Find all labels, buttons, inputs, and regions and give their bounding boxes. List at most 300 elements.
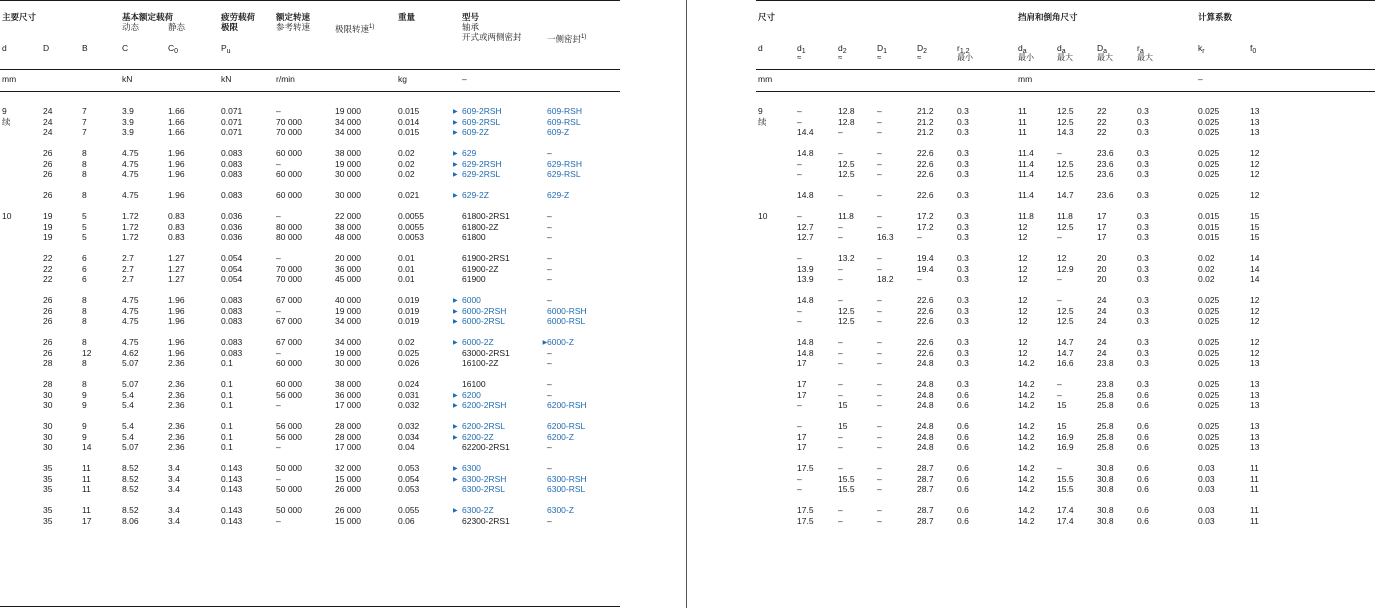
cell-kr: 0.03 xyxy=(1198,515,1215,526)
designation-link[interactable]: 629 xyxy=(462,148,477,158)
cell-Da-max: 23.6 xyxy=(1097,148,1114,158)
table-row xyxy=(756,274,1375,285)
cell-da-min: 11.4 xyxy=(1018,148,1034,158)
cell-D1: – xyxy=(877,431,882,442)
cell-mass: 0.0055 xyxy=(398,211,424,221)
table-row xyxy=(0,390,620,401)
cell-mass: 0.015 xyxy=(398,127,420,137)
table-row xyxy=(756,127,1375,138)
one-side-seal-link[interactable]: 629-RSL xyxy=(547,169,581,179)
cell-da-max: 12.5 xyxy=(1057,116,1074,127)
designation-link[interactable]: 6300-2Z xyxy=(462,505,494,515)
cell-Pu: 0.054 xyxy=(221,253,243,263)
cell-Da-max: 22 xyxy=(1097,127,1107,137)
d1-sub: 1 xyxy=(801,48,806,55)
cell-Da-max: 30.8 xyxy=(1097,515,1114,526)
cell-D2: 19.4 xyxy=(917,263,934,274)
cell-f0: 13 xyxy=(1250,127,1260,137)
availability-arrow-icon: ▶ xyxy=(453,172,458,178)
top-rule xyxy=(0,0,620,1)
left-page-table xyxy=(0,0,620,608)
header-factors: 计算系数 xyxy=(1198,12,1233,22)
header-main-dims: 主要尺寸 xyxy=(2,12,37,22)
cell-da-min: 14.2 xyxy=(1018,421,1035,431)
cell-D1: – xyxy=(877,221,882,232)
cell-r12: 0.3 xyxy=(957,305,969,316)
Da-symbol: D xyxy=(1097,43,1104,53)
one-side-seal-link: – xyxy=(547,148,552,158)
cell-Pu: 0.1 xyxy=(221,358,233,368)
one-side-seal-link[interactable]: 6300-Z xyxy=(547,505,574,515)
availability-arrow-icon: ▶ xyxy=(453,403,458,409)
table-row xyxy=(756,505,1375,516)
da-symbol: d xyxy=(1018,43,1023,53)
unit-kg: kg xyxy=(398,74,407,84)
cell-C: 4.75 xyxy=(122,305,139,316)
cell-mass: 0.02 xyxy=(398,169,415,179)
cell-D: 19 xyxy=(43,221,53,232)
cell-D2: 21.2 xyxy=(917,127,934,137)
cell-d: 9 xyxy=(2,106,7,116)
cell-ra-max: 0.3 xyxy=(1137,263,1149,274)
cell-da-max: 12.9 xyxy=(1057,263,1074,274)
cell-r12: 0.6 xyxy=(957,463,969,473)
designation-link[interactable]: 6200-2Z xyxy=(462,431,494,442)
cell-limiting-speed: 36 000 xyxy=(335,263,361,274)
cell-r12: 0.6 xyxy=(957,484,969,494)
header-limiting-speed xyxy=(335,22,374,34)
designation-link[interactable]: 609-2RSH xyxy=(462,106,502,116)
designation-link[interactable]: 6200-2RSL xyxy=(462,421,506,431)
cell-C: 3.9 xyxy=(122,106,134,116)
cell-d1: 17 xyxy=(797,358,807,368)
col-d1 xyxy=(797,43,806,62)
table-row xyxy=(756,337,1375,348)
cell-d1: – xyxy=(797,158,802,169)
cell-mass: 0.019 xyxy=(398,305,420,316)
cell-D: 26 xyxy=(43,169,53,179)
cell-d2: – xyxy=(838,347,843,358)
col-Da-max xyxy=(1097,43,1113,62)
header-fatigue-limit: 极限 xyxy=(221,22,239,32)
cell-f0: 12 xyxy=(1250,295,1260,305)
designation-link: 16100 xyxy=(462,379,486,389)
cell-reference-speed: – xyxy=(276,347,281,358)
designation-link[interactable]: 6200-2RSH xyxy=(462,400,507,410)
header-speed-ratings: 额定转速 xyxy=(276,12,311,22)
one-side-seal-link: – xyxy=(547,274,552,284)
cell-d2: – xyxy=(838,379,843,389)
cell-B: 14 xyxy=(82,442,92,452)
table-row xyxy=(0,505,620,516)
header-dynamic: 动态 xyxy=(122,22,140,32)
cell-C0: 1.96 xyxy=(168,190,185,200)
da-sub: a xyxy=(1022,48,1027,55)
one-side-seal-link[interactable]: 609-Z xyxy=(547,127,570,137)
cell-C0: 1.96 xyxy=(168,316,185,326)
cell-B: 8 xyxy=(82,158,87,169)
cell-Da-max: 25.8 xyxy=(1097,389,1114,400)
availability-arrow-icon: ▶ xyxy=(453,392,458,399)
cell-da-min: 12 xyxy=(1018,221,1028,232)
cell-ra-max: 0.6 xyxy=(1137,431,1149,442)
cell-D: 22 xyxy=(43,263,53,274)
cell-C: 2.7 xyxy=(122,274,134,284)
cell-d1: 17.5 xyxy=(797,515,814,526)
cell-Da-max: 24 xyxy=(1097,337,1107,347)
cell-limiting-speed: 19 000 xyxy=(335,305,361,316)
cell-r12: 0.6 xyxy=(957,473,969,484)
cell-r12: 0.3 xyxy=(957,295,969,305)
table-row xyxy=(756,484,1375,495)
cell-limiting-speed: 15 000 xyxy=(335,515,361,526)
cell-D: 26 xyxy=(43,295,53,305)
designation-link[interactable]: 6300-2RSH xyxy=(462,473,507,484)
designation-link[interactable]: 6000-2Z xyxy=(462,337,494,347)
table-row xyxy=(756,358,1375,369)
cell-Pu: 0.143 xyxy=(221,463,243,473)
cell-da-max: 12.5 xyxy=(1057,169,1074,179)
cell-D1: – xyxy=(877,211,882,221)
cell-mass: 0.024 xyxy=(398,379,420,389)
designation-link[interactable]: 6000-2RSH xyxy=(462,305,507,316)
cell-reference-speed: 80 000 xyxy=(276,232,302,242)
designation-link[interactable]: 6200 xyxy=(462,389,481,400)
cell-B: 5 xyxy=(82,221,87,232)
cell-da-max: 15 xyxy=(1057,421,1067,431)
cell-D: 26 xyxy=(43,148,53,158)
cell-Pu: 0.083 xyxy=(221,169,243,179)
cell-Pu: 0.036 xyxy=(221,232,243,242)
cell-mass: 0.021 xyxy=(398,190,420,200)
designation-link[interactable]: 609-2RSL xyxy=(462,116,501,127)
cell-r12: 0.3 xyxy=(957,337,969,347)
cell-da-min: 14.2 xyxy=(1018,442,1035,452)
unit-dash: – xyxy=(462,74,467,84)
r12-symbol: r xyxy=(957,43,960,53)
cell-B: 11 xyxy=(82,473,91,484)
one-side-seal-link[interactable]: 609-RSH xyxy=(547,106,582,116)
cell-mass: 0.02 xyxy=(398,148,415,158)
cell-Da-max: 24 xyxy=(1097,347,1107,358)
cell-f0: 15 xyxy=(1250,221,1260,232)
one-side-seal-link[interactable]: 6200-Z xyxy=(547,431,574,442)
cell-D: 30 xyxy=(43,389,53,400)
cell-Da-max: 22 xyxy=(1097,116,1107,127)
cell-D2: 22.6 xyxy=(917,148,934,158)
cell-ra-max: 0.3 xyxy=(1137,347,1149,358)
cell-kr: 0.03 xyxy=(1198,463,1215,473)
cell-reference-speed: 67 000 xyxy=(276,295,302,305)
one-side-seal-link: – xyxy=(547,221,552,232)
cell-d1: 14.8 xyxy=(797,148,814,158)
cell-f0: 13 xyxy=(1250,442,1260,452)
cell-reference-speed: 50 000 xyxy=(276,505,302,515)
cell-Pu: 0.054 xyxy=(221,263,243,274)
cell-D1: – xyxy=(877,400,882,410)
availability-arrow-icon: ▶ xyxy=(453,130,458,136)
cell-B: 8 xyxy=(82,316,87,326)
col-d2 xyxy=(838,43,847,62)
cell-Da-max: 25.8 xyxy=(1097,431,1114,442)
cell-Pu: 0.036 xyxy=(221,221,243,232)
table-row xyxy=(756,117,1375,128)
designation-link[interactable]: 609-2Z xyxy=(462,127,489,137)
col-D2 xyxy=(917,43,928,62)
page-divider xyxy=(686,0,687,608)
cell-ra-max: 0.3 xyxy=(1137,358,1149,368)
cell-reference-speed: 70 000 xyxy=(276,127,302,137)
header-fatigue: 疲劳载荷 xyxy=(221,12,256,22)
cell-D1: 18.2 xyxy=(877,274,894,284)
one-side-seal-link: – xyxy=(547,263,552,274)
cell-da-min: 12 xyxy=(1018,347,1028,358)
footnote-mark: 1) xyxy=(581,34,587,40)
cell-kr: 0.03 xyxy=(1198,505,1215,515)
table-row xyxy=(0,442,620,453)
cell-Pu: 0.083 xyxy=(221,295,243,305)
one-side-seal-link[interactable]: 6200-RSL xyxy=(547,421,586,431)
c0-symbol: C xyxy=(168,43,175,53)
cell-D2: 22.6 xyxy=(917,347,934,358)
unit-rule xyxy=(0,69,620,70)
designation-link[interactable]: 629-2Z xyxy=(462,190,489,200)
cell-Da-max: 23.6 xyxy=(1097,169,1114,179)
one-side-seal-link[interactable]: 6200-RSH xyxy=(547,400,587,410)
cell-limiting-speed: 19 000 xyxy=(335,158,361,169)
cell-C0: 1.96 xyxy=(168,158,185,169)
table-row xyxy=(0,316,620,327)
cell-Pu: 0.083 xyxy=(221,148,243,158)
cell-d1: 13.9 xyxy=(797,263,814,274)
cell-limiting-speed: 40 000 xyxy=(335,295,361,305)
one-side-seal-link[interactable]: 6000-RSL xyxy=(547,316,586,326)
one-side-seal-link[interactable]: 609-RSL xyxy=(547,116,581,127)
cell-da-min: 14.2 xyxy=(1018,389,1035,400)
cell-limiting-speed: 38 000 xyxy=(335,148,361,158)
table-row xyxy=(756,253,1375,264)
table-row xyxy=(0,474,620,485)
designation-link: 61900-2RS1 xyxy=(462,253,510,263)
cell-kr: 0.025 xyxy=(1198,148,1220,158)
cell-D: 22 xyxy=(43,274,53,284)
cell-Pu: 0.1 xyxy=(221,379,233,389)
table-row xyxy=(0,274,620,285)
cell-reference-speed: – xyxy=(276,106,281,116)
unit-kN-fatigue: kN xyxy=(221,74,232,84)
cell-limiting-speed: 20 000 xyxy=(335,253,361,263)
cell-r12: 0.3 xyxy=(957,253,969,263)
cell-f0: 13 xyxy=(1250,358,1260,368)
cell-D1: – xyxy=(877,253,882,263)
cell-d2: 13.2 xyxy=(838,253,855,263)
cell-limiting-speed: 34 000 xyxy=(335,116,361,127)
cell-kr: 0.025 xyxy=(1198,358,1220,368)
cell-reference-speed: 67 000 xyxy=(276,316,302,326)
table-row xyxy=(756,400,1375,411)
cell-mass: 0.01 xyxy=(398,274,415,284)
cell-da-min: 12 xyxy=(1018,337,1028,347)
cell-C0: 1.96 xyxy=(168,305,185,316)
col-d: d xyxy=(2,43,7,53)
cell-f0: 12 xyxy=(1250,190,1260,200)
header-one-side xyxy=(547,32,586,44)
cell-D: 26 xyxy=(43,305,53,316)
availability-arrow-icon: ▶ xyxy=(453,308,458,315)
table-row xyxy=(0,159,620,170)
cell-ra-max: 0.3 xyxy=(1137,127,1149,137)
cell-kr: 0.025 xyxy=(1198,106,1220,116)
cell-r12: 0.3 xyxy=(957,127,969,137)
cell-r12: 0.6 xyxy=(957,400,969,410)
cell-ra-max: 0.6 xyxy=(1137,473,1149,484)
cell-kr: 0.025 xyxy=(1198,116,1220,127)
limiting-speed-label: 极限转速 xyxy=(335,23,370,34)
cell-D1: – xyxy=(877,515,882,526)
cell-da-max: – xyxy=(1057,295,1062,305)
one-side-seal-link[interactable]: 629-Z xyxy=(547,190,570,200)
cell-mass: 0.014 xyxy=(398,116,420,127)
cell-mass: 0.032 xyxy=(398,421,420,431)
designation-link[interactable]: 629-2RSL xyxy=(462,169,501,179)
cell-ra-max: 0.3 xyxy=(1137,232,1149,242)
cell-f0: 14 xyxy=(1250,274,1260,284)
cell-C: 5.4 xyxy=(122,421,134,431)
one-side-seal-link[interactable]: 6300-RSH xyxy=(547,473,587,484)
cell-C0: 1.96 xyxy=(168,337,185,347)
header-static: 静态 xyxy=(168,22,186,32)
cell-da-min: 12 xyxy=(1018,316,1028,326)
cell-B: 8 xyxy=(82,169,87,179)
cell-D2: 22.6 xyxy=(917,190,934,200)
cell-C0: 2.36 xyxy=(168,431,185,442)
cell-da-min: 11 xyxy=(1018,116,1027,127)
cell-B: 8 xyxy=(82,379,87,389)
cell-D1: – xyxy=(877,190,882,200)
one-side-seal-link: – xyxy=(547,515,552,526)
cell-kr: 0.03 xyxy=(1198,473,1215,484)
cell-kr: 0.025 xyxy=(1198,190,1220,200)
cell-B: 9 xyxy=(82,431,87,442)
cell-reference-speed: 60 000 xyxy=(276,379,302,389)
cell-C0: 3.4 xyxy=(168,505,180,515)
bottom-rule xyxy=(0,606,620,607)
cell-d2: 12.5 xyxy=(838,316,855,326)
cell-D2: – xyxy=(917,232,922,242)
cell-d2: 11.8 xyxy=(838,211,854,221)
cell-B: 11 xyxy=(82,484,91,494)
cell-C: 4.75 xyxy=(122,337,139,347)
unit-mm: mm xyxy=(2,74,17,84)
cell-f0: 12 xyxy=(1250,148,1260,158)
cell-D1: – xyxy=(877,116,882,127)
cell-reference-speed: 60 000 xyxy=(276,358,302,368)
cell-D1: – xyxy=(877,505,882,515)
cell-r12: 0.3 xyxy=(957,232,969,242)
cell-ra-max: 0.3 xyxy=(1137,337,1149,347)
one-side-seal-link: – xyxy=(547,463,552,473)
cell-mass: 0.031 xyxy=(398,389,420,400)
cell-kr: 0.025 xyxy=(1198,421,1220,431)
cell-D1: – xyxy=(877,169,882,179)
cell-mass: 0.034 xyxy=(398,431,420,442)
designation-link[interactable]: 629-2RSH xyxy=(462,158,502,169)
designation-link[interactable]: 6000 xyxy=(462,295,481,305)
cell-kr: 0.015 xyxy=(1198,211,1220,221)
cell-limiting-speed: 38 000 xyxy=(335,221,361,232)
one-side-seal-link[interactable]: 6000-RSH xyxy=(547,305,587,316)
Da-sub: a xyxy=(1103,48,1108,55)
table-row xyxy=(756,232,1375,243)
cell-d2: – xyxy=(838,148,843,158)
cell-C0: 3.4 xyxy=(168,484,180,494)
d1-symbol: d xyxy=(797,43,802,53)
cell-C: 1.72 xyxy=(122,221,139,232)
availability-arrow-icon: ▶ xyxy=(453,508,458,514)
designation-link[interactable]: 6300-2RSL xyxy=(462,484,506,494)
cell-mass: 0.032 xyxy=(398,400,420,410)
cell-mass: 0.053 xyxy=(398,463,420,473)
cell-da-max: 16.6 xyxy=(1057,358,1074,368)
one-side-seal-link[interactable]: 629-RSH xyxy=(547,158,582,169)
one-side-seal-link[interactable]: 6000-Z xyxy=(547,337,574,347)
one-side-seal-link: – xyxy=(547,389,552,400)
cell-mass: 0.019 xyxy=(398,316,420,326)
cell-d2: – xyxy=(838,127,843,137)
unit-mm: mm xyxy=(758,74,773,84)
header-designation: 型号 xyxy=(462,12,480,22)
cell-B: 11 xyxy=(82,505,91,515)
designation-link[interactable]: 6300 xyxy=(462,463,481,473)
table-row xyxy=(756,222,1375,233)
cell-D1: – xyxy=(877,148,882,158)
cell-da-max: 12.5 xyxy=(1057,106,1074,116)
cell-D2: 21.2 xyxy=(917,116,934,127)
cell-ra-max: 0.3 xyxy=(1137,379,1149,389)
cell-Pu: 0.083 xyxy=(221,316,243,326)
cell-reference-speed: – xyxy=(276,211,281,221)
cell-reference-speed: 56 000 xyxy=(276,421,302,431)
designation-link[interactable]: 6000-2RSL xyxy=(462,316,506,326)
cell-f0: 13 xyxy=(1250,116,1260,127)
cell-r12: 0.3 xyxy=(957,158,969,169)
cell-mass: 0.01 xyxy=(398,253,415,263)
cell-C: 3.9 xyxy=(122,116,134,127)
cell-da-max: 12.5 xyxy=(1057,158,1074,169)
cell-da-max: 17.4 xyxy=(1057,505,1074,515)
cell-C0: 3.4 xyxy=(168,515,180,526)
cell-d1: 13.9 xyxy=(797,274,814,284)
cell-D: 35 xyxy=(43,515,53,526)
cell-d2: – xyxy=(838,263,843,274)
cell-D2: 24.8 xyxy=(917,400,934,410)
cell-f0: 11 xyxy=(1250,505,1259,515)
cell-d: 10 xyxy=(2,211,12,221)
data-rule xyxy=(0,91,620,92)
cell-da-min: 11.4 xyxy=(1018,158,1034,169)
cell-D1: – xyxy=(877,305,882,316)
table-row xyxy=(0,358,620,369)
col-B: B xyxy=(82,43,88,53)
cell-D: 26 xyxy=(43,337,53,347)
table-row xyxy=(0,463,620,474)
cell-r12: 0.3 xyxy=(957,148,969,158)
designation-link: 62300-2RS1 xyxy=(462,515,510,526)
cell-D: 30 xyxy=(43,421,53,431)
cell-Da-max: 24 xyxy=(1097,305,1107,316)
cell-limiting-speed: 26 000 xyxy=(335,484,361,494)
one-side-seal-link[interactable]: 6300-RSL xyxy=(547,484,586,494)
